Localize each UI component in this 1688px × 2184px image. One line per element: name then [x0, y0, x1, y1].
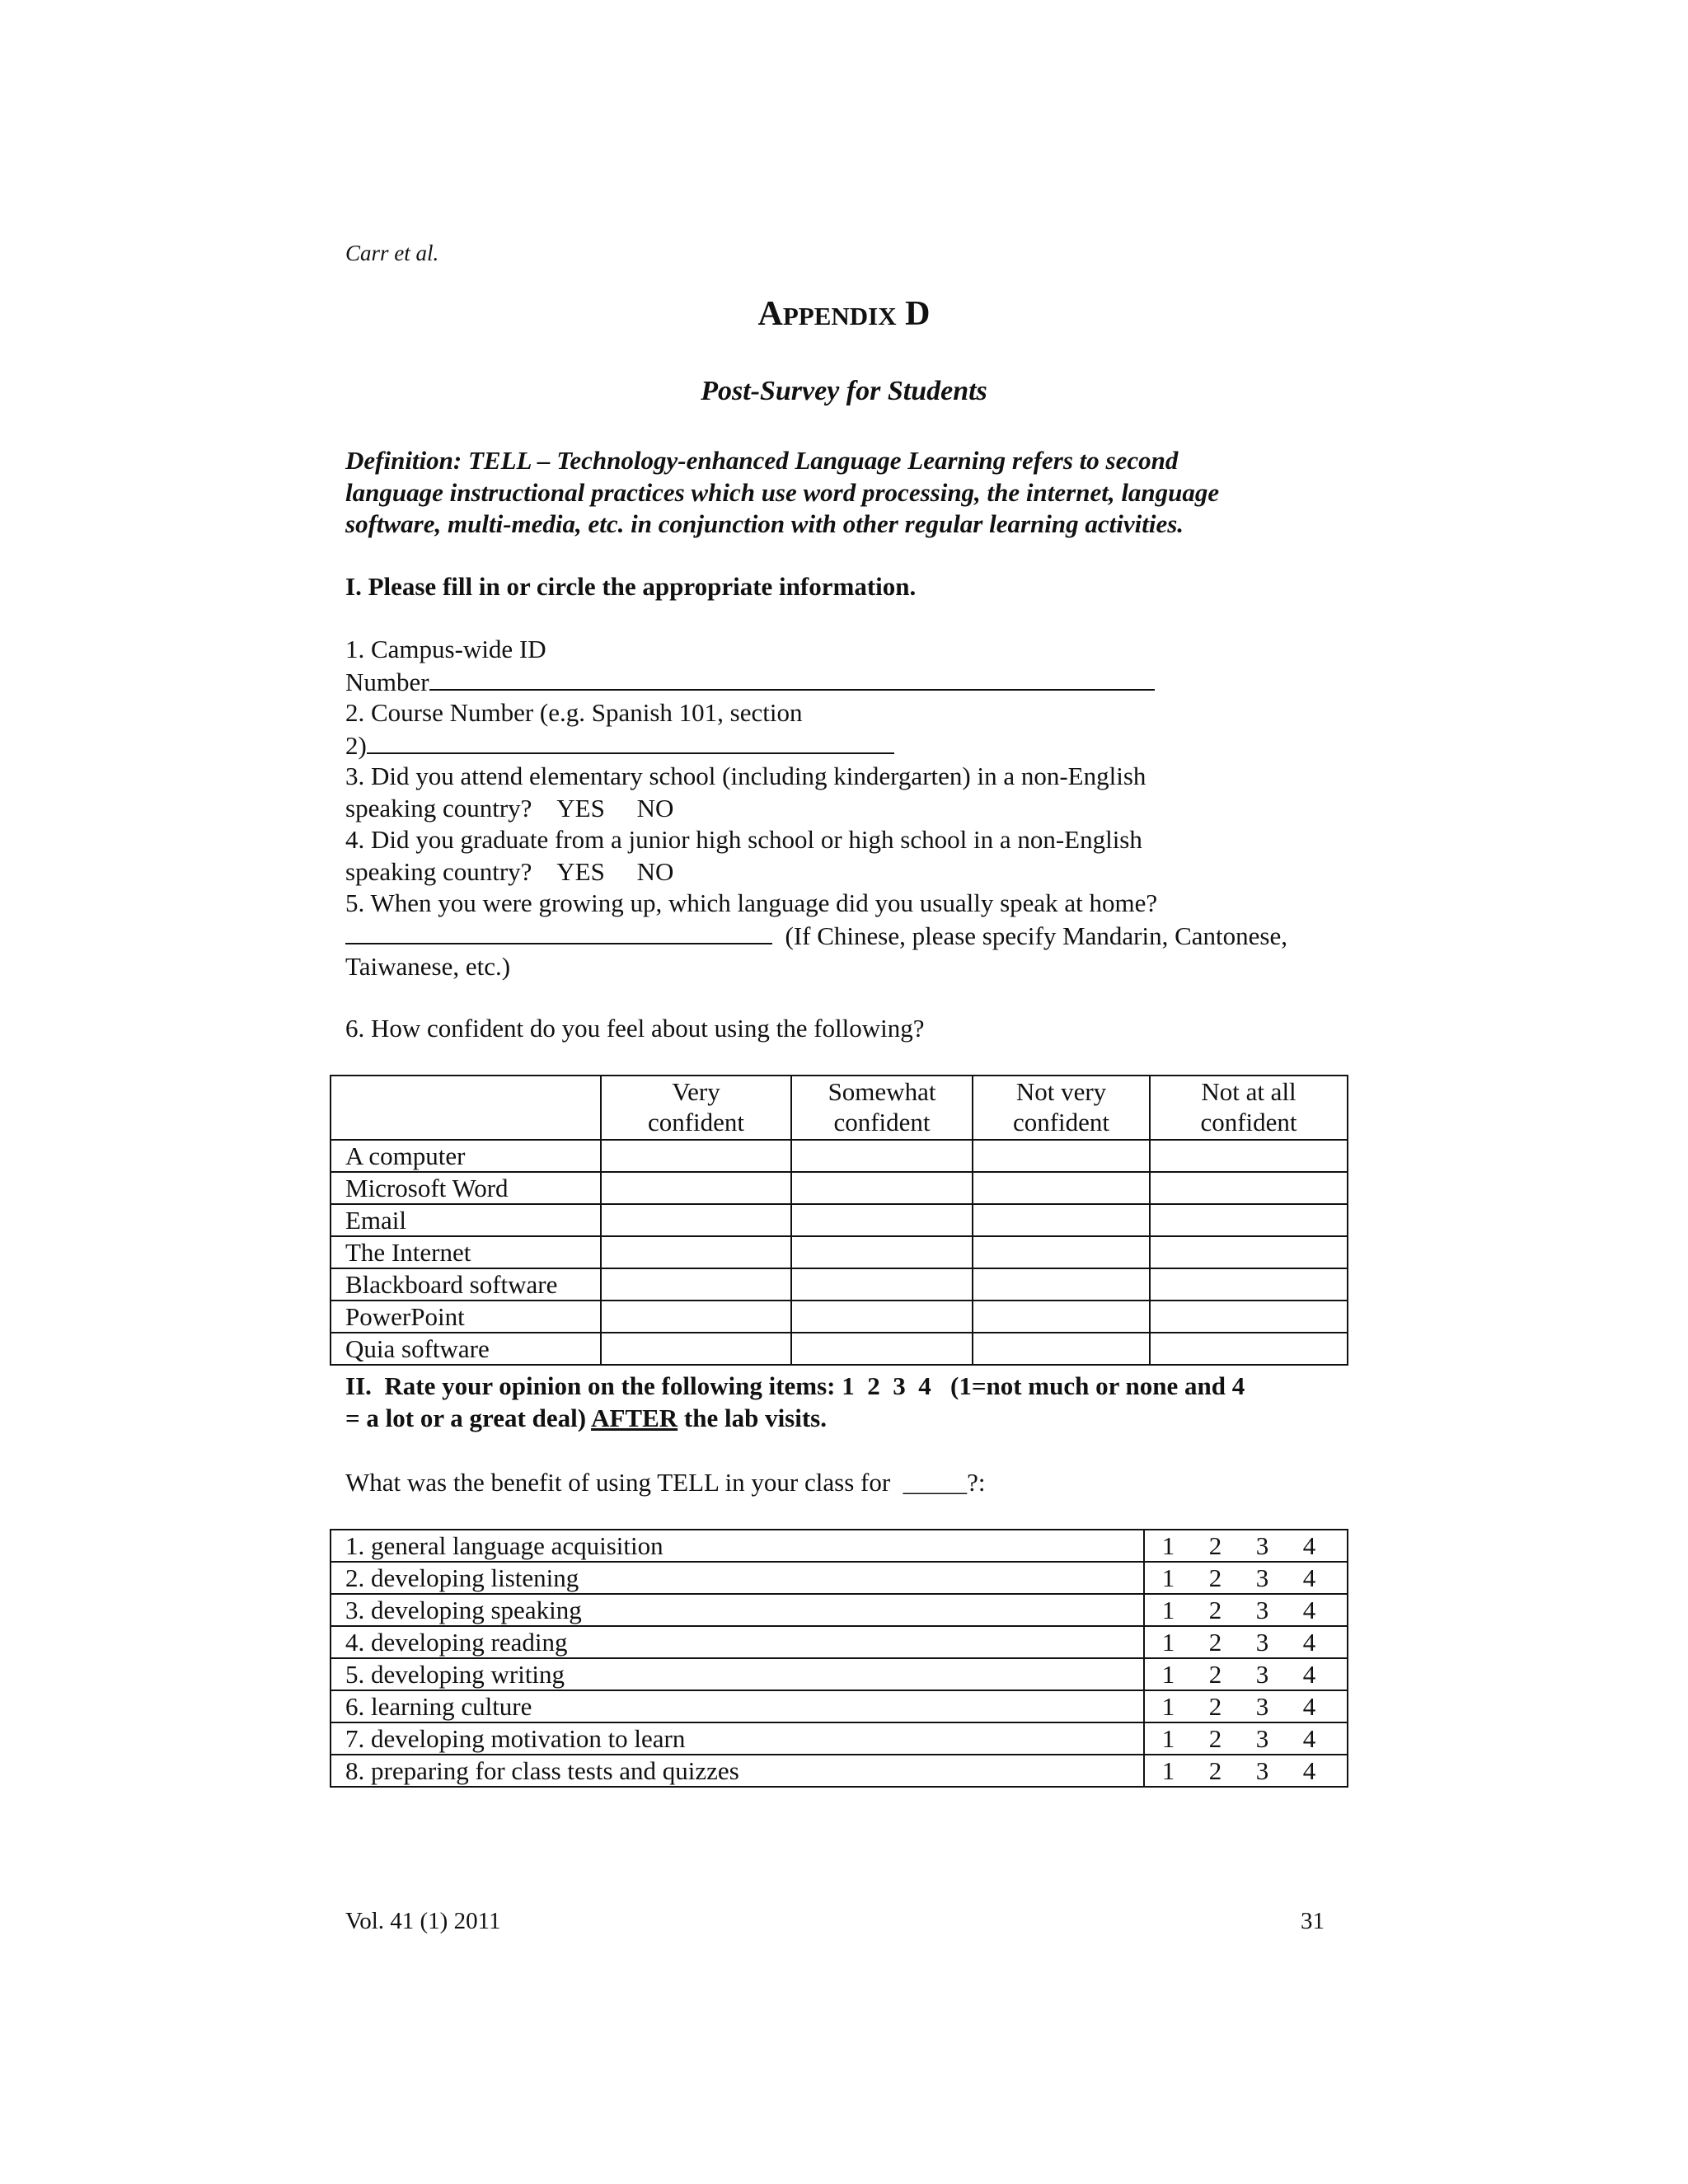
- scale-1[interactable]: 1: [1161, 1692, 1175, 1721]
- rating-scale[interactable]: [1144, 1690, 1348, 1722]
- rating-scale[interactable]: [1144, 1626, 1348, 1658]
- scale-1[interactable]: 1: [1161, 1724, 1175, 1753]
- response-cell[interactable]: [791, 1204, 973, 1236]
- rating-item: 6. learning culture: [331, 1690, 1144, 1722]
- section-1-heading: I. Please fill in or circle the appropriate information.: [345, 572, 917, 601]
- rating-scale[interactable]: [1144, 1658, 1348, 1690]
- response-cell[interactable]: [791, 1333, 973, 1365]
- rating-scale[interactable]: [1144, 1755, 1348, 1787]
- rating-item: 7. developing motivation to learn: [331, 1722, 1144, 1755]
- scale-2[interactable]: 2: [1208, 1724, 1222, 1753]
- definition-line: language instructional practices which use word processing, the internet, language: [345, 477, 1220, 507]
- scale-2[interactable]: 2: [1208, 1563, 1222, 1592]
- row-label: Microsoft Word: [331, 1172, 601, 1204]
- table-row: [331, 1594, 1348, 1626]
- definition-line: Definition: TELL – Technology-enhanced Language Learning refers to second: [345, 446, 1179, 475]
- rating-item: 2. developing listening: [331, 1562, 1144, 1594]
- scale-3[interactable]: 3: [1255, 1660, 1269, 1689]
- subtitle: Post-Survey for Students: [701, 376, 987, 406]
- row-label: Quia software: [331, 1333, 601, 1365]
- scale-1[interactable]: 1: [1161, 1660, 1175, 1689]
- scale-3[interactable]: 3: [1255, 1756, 1269, 1785]
- response-cell[interactable]: [601, 1172, 791, 1204]
- response-cell[interactable]: [973, 1333, 1150, 1365]
- column-header: [973, 1076, 1150, 1140]
- response-cell[interactable]: [973, 1140, 1150, 1172]
- table-row: [331, 1301, 1348, 1333]
- response-cell[interactable]: [601, 1301, 791, 1333]
- scale-2[interactable]: 2: [1208, 1628, 1222, 1657]
- section-2-line: II. Rate your opinion on the following items: 1 2 3 4 (1=not much or none and 4: [345, 1371, 1245, 1400]
- response-cell[interactable]: [1150, 1301, 1348, 1333]
- response-cell[interactable]: [601, 1333, 791, 1365]
- table-row: [331, 1204, 1348, 1236]
- home-language-blank[interactable]: [345, 920, 772, 944]
- response-cell[interactable]: [1150, 1236, 1348, 1268]
- scale-3[interactable]: 3: [1255, 1563, 1269, 1592]
- scale-1[interactable]: 1: [1161, 1531, 1175, 1560]
- footer-volume: Vol. 41 (1) 2011: [345, 1908, 501, 1934]
- scale-2[interactable]: 2: [1208, 1596, 1222, 1624]
- scale-1[interactable]: 1: [1161, 1628, 1175, 1657]
- title-letter: D: [896, 295, 931, 333]
- response-cell[interactable]: [1150, 1140, 1348, 1172]
- table-row: [331, 1236, 1348, 1268]
- scale-3[interactable]: 3: [1255, 1596, 1269, 1624]
- response-cell[interactable]: [1150, 1204, 1348, 1236]
- table-row: [331, 1690, 1348, 1722]
- response-cell[interactable]: [973, 1204, 1150, 1236]
- rating-table: [330, 1529, 1348, 1788]
- table-row: [331, 1658, 1348, 1690]
- scale-4[interactable]: 4: [1302, 1756, 1316, 1785]
- table-row: [331, 1172, 1348, 1204]
- table-row: [331, 1722, 1348, 1755]
- title-smallcaps: PPENDIX: [782, 302, 897, 330]
- scale-1[interactable]: 1: [1161, 1563, 1175, 1592]
- campus-id-blank[interactable]: [429, 666, 1155, 691]
- column-header-line: confident: [833, 1108, 931, 1137]
- scale-3[interactable]: 3: [1255, 1724, 1269, 1753]
- row-label: Blackboard software: [331, 1268, 601, 1301]
- column-header: [1150, 1076, 1348, 1140]
- response-cell[interactable]: [791, 1140, 973, 1172]
- question-5-note-cont: Taiwanese, etc.): [345, 952, 511, 981]
- title-initial: A: [757, 295, 783, 333]
- question-4-label: 4. Did you graduate from a junior high school or high school in a non-English: [345, 825, 1142, 854]
- row-label: Email: [331, 1204, 601, 1236]
- scale-4[interactable]: 4: [1302, 1724, 1316, 1753]
- column-header-line: Somewhat: [828, 1077, 936, 1106]
- scale-3[interactable]: 3: [1255, 1628, 1269, 1657]
- running-head: Carr et al.: [345, 241, 439, 265]
- question-3-options[interactable]: speaking country? YES NO: [345, 793, 674, 823]
- section-2-heading: [345, 1371, 1351, 1434]
- benefit-question: What was the benefit of using TELL in your class for _____?:: [345, 1468, 986, 1497]
- scale-1[interactable]: 1: [1161, 1596, 1175, 1624]
- table-row: [331, 1140, 1348, 1172]
- section-2-text: the lab visits.: [678, 1403, 827, 1432]
- row-label: PowerPoint: [331, 1301, 601, 1333]
- scale-4[interactable]: 4: [1302, 1531, 1316, 1560]
- scale-2[interactable]: 2: [1208, 1692, 1222, 1721]
- column-header-line: confident: [1200, 1108, 1297, 1137]
- scale-2[interactable]: 2: [1208, 1660, 1222, 1689]
- confidence-table: [330, 1075, 1348, 1366]
- table-row: [331, 1530, 1348, 1562]
- response-cell[interactable]: [791, 1172, 973, 1204]
- response-cell[interactable]: [601, 1268, 791, 1301]
- response-cell[interactable]: [973, 1236, 1150, 1268]
- response-cell[interactable]: [1150, 1268, 1348, 1301]
- section-2-text: = a lot or a great deal): [345, 1403, 592, 1432]
- response-cell[interactable]: [791, 1236, 973, 1268]
- column-header: [601, 1076, 791, 1140]
- section-2-line: [345, 1404, 827, 1432]
- question-4-options[interactable]: speaking country? YES NO: [345, 856, 674, 886]
- definition: [345, 445, 1351, 541]
- question-6-label: 6. How confident do you feel about using the following?: [345, 1014, 925, 1043]
- response-cell[interactable]: [791, 1301, 973, 1333]
- rating-item: 8. preparing for class tests and quizzes: [331, 1755, 1144, 1787]
- scale-1[interactable]: 1: [1161, 1756, 1175, 1785]
- scale-3[interactable]: 3: [1255, 1692, 1269, 1721]
- scale-4[interactable]: 4: [1302, 1628, 1316, 1657]
- scale-3[interactable]: 3: [1255, 1531, 1269, 1560]
- rating-scale[interactable]: [1144, 1562, 1348, 1594]
- question-1-field: [345, 666, 1367, 698]
- row-label: A computer: [331, 1140, 601, 1172]
- scale-4[interactable]: 4: [1302, 1563, 1316, 1592]
- rating-item: 4. developing reading: [331, 1626, 1144, 1658]
- response-cell[interactable]: [1150, 1333, 1348, 1365]
- appendix-title: [0, 295, 1688, 333]
- response-cell[interactable]: [791, 1268, 973, 1301]
- response-cell[interactable]: [601, 1236, 791, 1268]
- scale-4[interactable]: 4: [1302, 1660, 1316, 1689]
- column-header-line: Very: [672, 1077, 720, 1106]
- rating-item: 3. developing speaking: [331, 1594, 1144, 1626]
- table-row: [331, 1333, 1348, 1365]
- definition-line: software, multi-media, etc. in conjunction with other regular learning activities.: [345, 509, 1184, 538]
- question-5-note: (If Chinese, please specify Mandarin, Cantonese,: [772, 921, 1287, 950]
- rating-scale[interactable]: [1144, 1722, 1348, 1755]
- scale-4[interactable]: 4: [1302, 1596, 1316, 1624]
- question-list: [345, 634, 1367, 983]
- question-2-label-cont: 2): [345, 730, 367, 760]
- course-number-blank[interactable]: [367, 729, 894, 754]
- column-header: [791, 1076, 973, 1140]
- scale-2[interactable]: 2: [1208, 1531, 1222, 1560]
- scale-4[interactable]: 4: [1302, 1692, 1316, 1721]
- question-5-field: [345, 920, 1367, 952]
- header-empty-cell: [331, 1076, 601, 1140]
- response-cell[interactable]: [1150, 1172, 1348, 1204]
- row-label: The Internet: [331, 1236, 601, 1268]
- footer-page-number: 31: [1301, 1908, 1325, 1934]
- column-header-line: confident: [1012, 1108, 1110, 1137]
- column-header-line: Not at all: [1201, 1077, 1296, 1106]
- column-header-line: Not very: [1015, 1077, 1107, 1106]
- table-row: [331, 1626, 1348, 1658]
- response-cell[interactable]: [601, 1204, 791, 1236]
- response-cell[interactable]: [973, 1301, 1150, 1333]
- scale-2[interactable]: 2: [1208, 1756, 1222, 1785]
- rating-item: 1. general language acquisition: [331, 1530, 1144, 1562]
- question-3-label: 3. Did you attend elementary school (including kindergarten) in a non-English: [345, 762, 1146, 790]
- response-cell[interactable]: [973, 1172, 1150, 1204]
- question-2-label: 2. Course Number (e.g. Spanish 101, section: [345, 698, 803, 727]
- response-cell[interactable]: [973, 1268, 1150, 1301]
- rating-item: 5. developing writing: [331, 1658, 1144, 1690]
- table-row: [331, 1268, 1348, 1301]
- column-header-line: confident: [647, 1108, 745, 1137]
- question-5-label: 5. When you were growing up, which language did you usually speak at home?: [345, 888, 1158, 917]
- rating-scale[interactable]: [1144, 1594, 1348, 1626]
- confidence-header-row: [331, 1076, 1348, 1140]
- response-cell[interactable]: [601, 1140, 791, 1172]
- rating-scale[interactable]: [1144, 1530, 1348, 1562]
- after-emphasis: AFTER: [591, 1403, 678, 1432]
- table-row: [331, 1562, 1348, 1594]
- question-2-field: [345, 729, 1367, 762]
- question-1-label-cont: Number: [345, 667, 429, 696]
- question-1-label: 1. Campus-wide ID: [345, 635, 546, 663]
- table-row: [331, 1755, 1348, 1787]
